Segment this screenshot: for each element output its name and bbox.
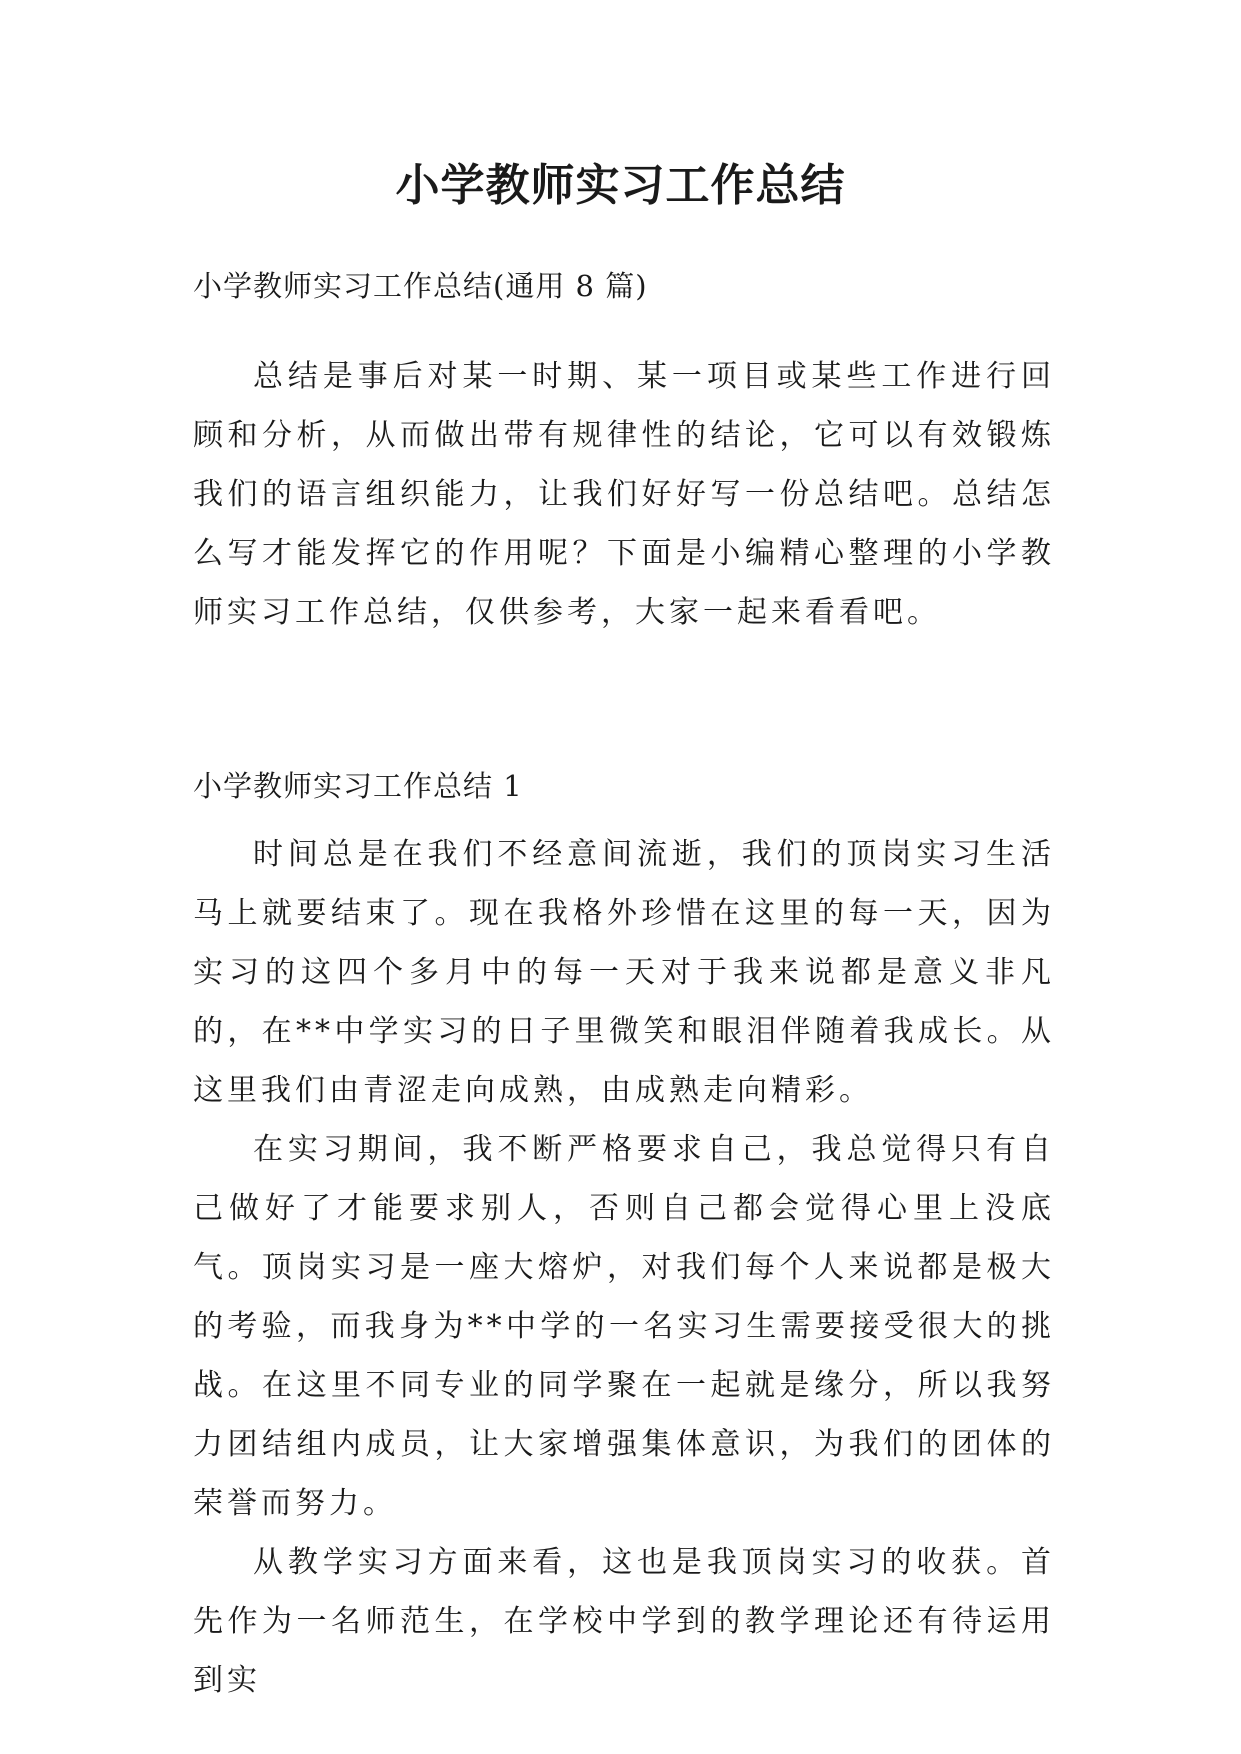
section-1-body: [193, 825, 1055, 1710]
section-1-heading-block: [193, 766, 1055, 806]
section-1-heading: 小学教师实习工作总结 1: [193, 769, 523, 803]
document-title: 小学教师实习工作总结: [395, 160, 846, 211]
section-1-paragraph-2: 在实习期间，我不断严格要求自己，我总觉得只有自己做好了才能要求别人，否则自己都会觉得心里上没底气。顶岗实习是一座大熔炉，对我们每个人来说都是极大的考验，而我身为**中学的一名实习生需要接受很大的挑战。在这里不同专业的同学聚在一起就是缘分，所以我努力团结组内成员，让大家增强集体意识，为我们的团体的荣誉而努力。: [193, 1132, 1055, 1521]
intro-block: [193, 347, 1055, 642]
section-1-paragraph-3: 从教学实习方面来看，这也是我顶岗实习的收获。首先作为一名师范生，在学校中学到的教学理论还有待运用到实: [193, 1545, 1055, 1698]
intro-paragraph: 总结是事后对某一时期、某一项目或某些工作进行回顾和分析，从而做出带有规律性的结论，它可以有效锻炼我们的语言组织能力，让我们好好写一份总结吧。总结怎么写才能发挥它的作用呢？下面是小编精心整理的小学教师实习工作总结，仅供参考，大家一起来看看吧。: [193, 359, 1055, 630]
section-1-paragraph-1: 时间总是在我们不经意间流逝，我们的顶岗实习生活马上就要结束了。现在我格外珍惜在这里的每一天，因为实习的这四个多月中的每一天对于我来说都是意义非凡的，在**中学实习的日子里微笑和眼泪伴随着我成长。从这里我们由青涩走向成熟，由成熟走向精彩。: [193, 837, 1055, 1108]
intro-heading-block: [193, 266, 1055, 306]
document-subtitle: 小学教师实习工作总结(通用 8 篇): [193, 269, 648, 303]
